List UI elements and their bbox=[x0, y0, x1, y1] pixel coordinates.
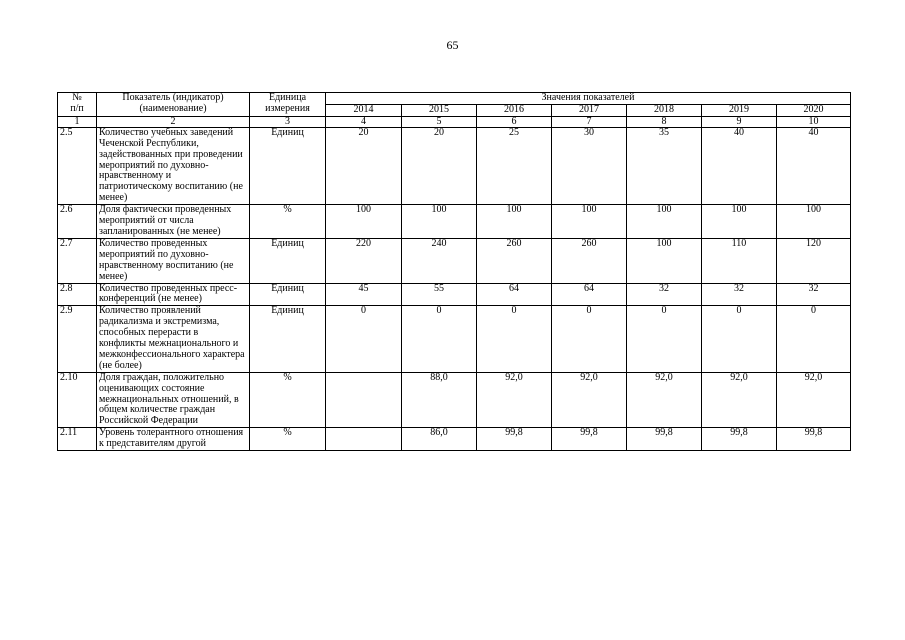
indicator-name: Уровень толерантного отношения к представителям другой bbox=[97, 428, 250, 451]
indicator-value: 64 bbox=[552, 283, 627, 306]
header-unit-line1: Единица bbox=[268, 92, 307, 103]
column-number: 8 bbox=[627, 116, 702, 127]
header-values-group: Значения показателей bbox=[326, 93, 851, 105]
unit-of-measure: Единиц bbox=[250, 306, 326, 372]
table-row bbox=[58, 127, 851, 204]
indicator-value: 240 bbox=[402, 238, 477, 283]
indicator-value: 260 bbox=[552, 238, 627, 283]
indicator-value: 88,0 bbox=[402, 372, 477, 428]
indicator-value: 0 bbox=[777, 306, 851, 372]
indicator-value: 100 bbox=[326, 205, 402, 239]
indicator-value: 35 bbox=[627, 127, 702, 204]
indicator-value: 92,0 bbox=[702, 372, 777, 428]
indicator-value: 100 bbox=[627, 205, 702, 239]
column-number: 7 bbox=[552, 116, 627, 127]
indicator-value: 260 bbox=[477, 238, 552, 283]
indicator-value: 99,8 bbox=[477, 428, 552, 451]
header-num-line1: № bbox=[72, 92, 82, 103]
table-row bbox=[58, 205, 851, 239]
table-row bbox=[58, 372, 851, 428]
column-number: 10 bbox=[777, 116, 851, 127]
unit-of-measure: % bbox=[250, 428, 326, 451]
indicator-value: 20 bbox=[402, 127, 477, 204]
indicator-value: 100 bbox=[477, 205, 552, 239]
indicator-value: 0 bbox=[402, 306, 477, 372]
unit-of-measure: Единиц bbox=[250, 127, 326, 204]
indicator-value: 64 bbox=[477, 283, 552, 306]
header-year: 2016 bbox=[477, 104, 552, 116]
row-number: 2.5 bbox=[58, 127, 97, 204]
indicator-value: 0 bbox=[326, 306, 402, 372]
indicator-value: 20 bbox=[326, 127, 402, 204]
column-number: 1 bbox=[58, 116, 97, 127]
column-number: 2 bbox=[97, 116, 250, 127]
column-numbers-row bbox=[58, 116, 851, 127]
row-number: 2.6 bbox=[58, 205, 97, 239]
header-year: 2015 bbox=[402, 104, 477, 116]
table-row bbox=[58, 283, 851, 306]
row-number: 2.10 bbox=[58, 372, 97, 428]
header-name-line2: (наименование) bbox=[139, 102, 207, 114]
header-year: 2018 bbox=[627, 104, 702, 116]
indicator-value bbox=[326, 428, 402, 451]
indicator-name: Доля фактически проведенных мероприятий от числа запланированных (не менее) bbox=[97, 205, 250, 239]
row-number: 2.8 bbox=[58, 283, 97, 306]
indicator-value: 99,8 bbox=[702, 428, 777, 451]
indicator-value: 99,8 bbox=[552, 428, 627, 451]
table-row bbox=[58, 428, 851, 451]
indicator-value: 100 bbox=[702, 205, 777, 239]
header-unit bbox=[250, 93, 326, 117]
indicators-table bbox=[57, 92, 851, 451]
indicator-value: 220 bbox=[326, 238, 402, 283]
indicator-value: 120 bbox=[777, 238, 851, 283]
indicator-value: 32 bbox=[702, 283, 777, 306]
header-year: 2019 bbox=[702, 104, 777, 116]
header-row-1 bbox=[58, 93, 851, 105]
indicator-value: 0 bbox=[702, 306, 777, 372]
indicator-value: 0 bbox=[552, 306, 627, 372]
indicator-value: 30 bbox=[552, 127, 627, 204]
header-num-line2: п/п bbox=[70, 102, 84, 114]
table-row bbox=[58, 306, 851, 372]
indicator-name: Количество проведенных мероприятий по духовно-нравственному воспитанию (не менее) bbox=[97, 238, 250, 283]
page-bottom bbox=[0, 598, 905, 640]
header-year: 2020 bbox=[777, 104, 851, 116]
indicator-value: 100 bbox=[777, 205, 851, 239]
unit-of-measure: % bbox=[250, 372, 326, 428]
indicator-value: 32 bbox=[777, 283, 851, 306]
indicator-value: 92,0 bbox=[777, 372, 851, 428]
column-number: 4 bbox=[326, 116, 402, 127]
indicator-value: 99,8 bbox=[777, 428, 851, 451]
indicator-value: 100 bbox=[402, 205, 477, 239]
indicator-value: 92,0 bbox=[552, 372, 627, 428]
table-row bbox=[58, 238, 851, 283]
indicator-value: 99,8 bbox=[627, 428, 702, 451]
header-year: 2017 bbox=[552, 104, 627, 116]
indicator-name: Количество проявлений радикализма и экстремизма, способных перерасти в конфликты межнационального и межконфессионального характера (не более) bbox=[97, 306, 250, 372]
row-number: 2.7 bbox=[58, 238, 97, 283]
indicator-value: 40 bbox=[702, 127, 777, 204]
indicator-name: Количество учебных заведений Чеченской Республики, задействованных при проведении мероприятий по духовно-нравственному и патриотическому воспитанию (не менее) bbox=[97, 127, 250, 204]
indicator-value: 0 bbox=[627, 306, 702, 372]
indicator-value: 100 bbox=[627, 238, 702, 283]
indicator-value: 32 bbox=[627, 283, 702, 306]
indicator-value: 110 bbox=[702, 238, 777, 283]
column-number: 3 bbox=[250, 116, 326, 127]
indicator-value bbox=[326, 372, 402, 428]
header-name-line1: Показатель (индикатор) bbox=[122, 92, 224, 103]
indicator-value: 92,0 bbox=[477, 372, 552, 428]
unit-of-measure: % bbox=[250, 205, 326, 239]
indicator-value: 0 bbox=[477, 306, 552, 372]
header-name bbox=[97, 93, 250, 117]
page-number: 65 bbox=[446, 38, 459, 52]
indicator-name: Количество проведенных пресс-конференций (не менее) bbox=[97, 283, 250, 306]
row-number: 2.11 bbox=[58, 428, 97, 451]
column-number: 5 bbox=[402, 116, 477, 127]
indicator-value: 25 bbox=[477, 127, 552, 204]
column-number: 9 bbox=[702, 116, 777, 127]
indicator-value: 45 bbox=[326, 283, 402, 306]
column-number: 6 bbox=[477, 116, 552, 127]
unit-of-measure: Единиц bbox=[250, 238, 326, 283]
indicator-value: 86,0 bbox=[402, 428, 477, 451]
indicator-value: 100 bbox=[552, 205, 627, 239]
indicator-name: Доля граждан, положительно оценивающих состояние межнациональных отношений, в общем количестве граждан Российской Федерации bbox=[97, 372, 250, 428]
header-year: 2014 bbox=[326, 104, 402, 116]
indicator-value: 55 bbox=[402, 283, 477, 306]
row-number: 2.9 bbox=[58, 306, 97, 372]
unit-of-measure: Единиц bbox=[250, 283, 326, 306]
header-unit-line2: измерения bbox=[265, 102, 310, 114]
indicator-value: 92,0 bbox=[627, 372, 702, 428]
header-num bbox=[58, 93, 97, 117]
indicator-value: 40 bbox=[777, 127, 851, 204]
